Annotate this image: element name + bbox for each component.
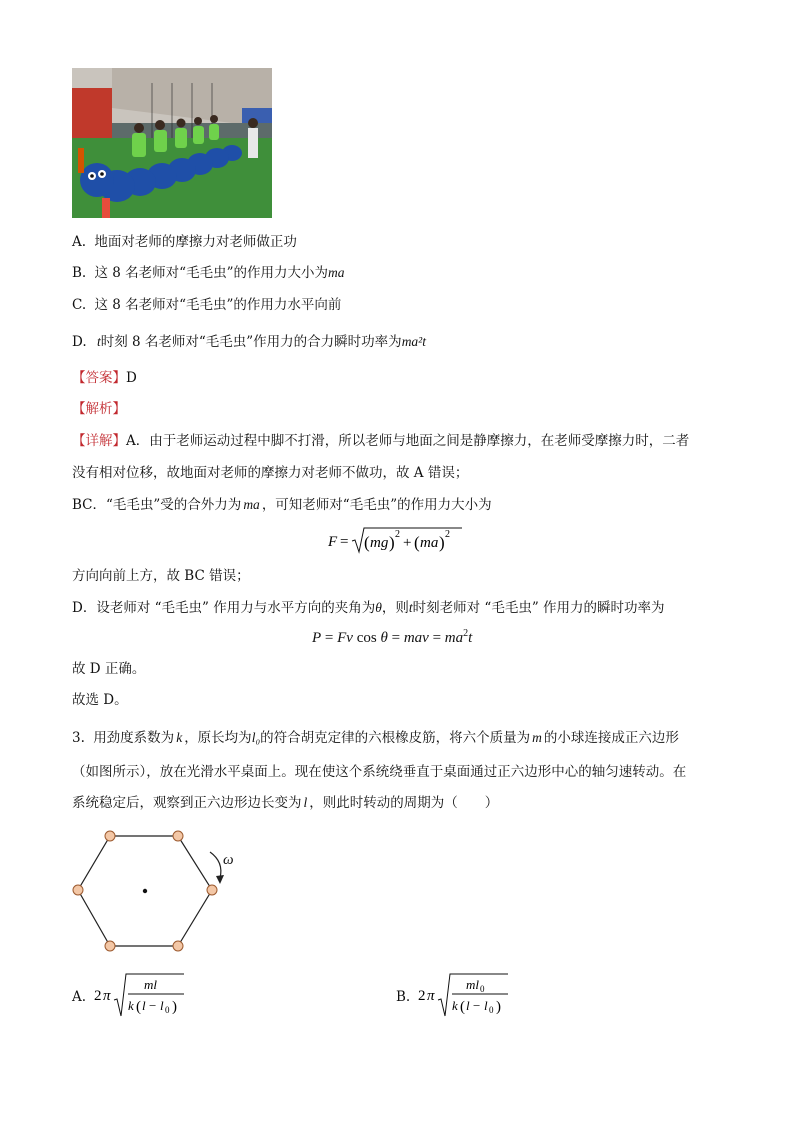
q3-text: ，则此时转动的周期为（ ） <box>309 795 499 811</box>
q3-option-a <box>72 970 232 1020</box>
analysis-label: 【解析】 <box>72 401 126 417</box>
svg-text:k: k <box>128 998 134 1013</box>
detail-math: ma <box>243 497 260 512</box>
answer-line <box>72 369 137 387</box>
svg-text:2: 2 <box>445 529 450 540</box>
svg-text:): ) <box>439 533 445 552</box>
option-text: 时刻 8 名老师对“毛毛虫”作用力的合力瞬时功率为 <box>100 334 402 350</box>
detail-line-2: 没有相对位移，故地面对老师的摩擦力对老师不做功，故 A 错误； <box>72 465 469 481</box>
svg-text:ml: ml <box>144 977 157 992</box>
svg-text:ma: ma <box>420 535 439 551</box>
svg-text:): ) <box>389 533 395 552</box>
option-math: ma²t <box>401 334 426 349</box>
hexagon-diagram <box>68 826 248 956</box>
q3-text: ，原长均为 <box>184 730 252 746</box>
svg-text:−: − <box>149 998 157 1013</box>
svg-text:−: − <box>473 998 481 1013</box>
equation-force <box>326 524 466 558</box>
svg-text:(: ( <box>414 533 420 552</box>
hexagon-svg <box>68 826 248 956</box>
detail-text: A．由于老师运动过程中脚不打滑，所以老师与地面之间是静摩擦力，在老师受摩擦力时，二者 <box>126 433 690 449</box>
option-letter: A. <box>72 234 87 250</box>
option-c <box>72 296 341 314</box>
svg-text:π: π <box>427 988 435 1004</box>
detail-line-3 <box>72 496 492 514</box>
detail-text: D．设老师对 “毛毛虫” 作用力与水平方向的夹角为 <box>72 600 376 616</box>
caterpillar-race-photo-icon <box>72 68 272 218</box>
option-letter: D. <box>72 334 87 350</box>
svg-text:2: 2 <box>418 988 426 1004</box>
option-letter: B. <box>396 989 411 1005</box>
option-d <box>72 333 426 351</box>
svg-text:0: 0 <box>480 984 485 994</box>
equation-force-render <box>326 524 466 558</box>
option-text: 这 8 名老师对“毛毛虫”的作用力大小为 <box>94 265 328 281</box>
detail-math: θ <box>375 600 382 615</box>
detail-line-7: 故选 D。 <box>72 692 128 708</box>
svg-text:0: 0 <box>489 1005 494 1015</box>
svg-text:k: k <box>452 998 458 1013</box>
detail-text: ，则 <box>381 600 409 616</box>
caterpillar-race-photo <box>72 68 272 218</box>
svg-text:): ) <box>172 999 177 1015</box>
svg-text:ml: ml <box>466 977 479 992</box>
svg-text:l: l <box>160 998 164 1013</box>
hexagon-center <box>143 889 147 893</box>
q3-text: 用劲度系数为 <box>93 730 175 746</box>
q3-math: m <box>532 730 542 745</box>
svg-text:l: l <box>484 998 488 1013</box>
q3-option-b <box>396 970 566 1020</box>
q3-math: l₀ <box>251 730 261 745</box>
svg-text:l: l <box>142 998 146 1013</box>
q3-text: 系统稳定后，观察到正六边形边长变为 <box>72 795 302 811</box>
svg-text:): ) <box>496 999 501 1015</box>
q3-line-2: （如图所示），放在光滑水平桌面上。现在使这个系统绕垂直于桌面通过正六边形中心的轴匀速转动。在 <box>72 764 687 780</box>
svg-text:0: 0 <box>165 1005 170 1015</box>
q3-text: 的小球连接成正六边形 <box>543 730 679 746</box>
option-letter: C. <box>72 297 87 313</box>
detail-line-1 <box>72 432 689 450</box>
q3-math: k <box>176 730 183 745</box>
q3-line-1 <box>72 729 679 747</box>
svg-text:=: = <box>340 534 349 550</box>
ball-5 <box>105 941 115 951</box>
svg-text:(: ( <box>136 999 141 1015</box>
answer-value: D <box>126 370 137 386</box>
equation-power: P = Fv cos θ = mav = $ma^2t$ <box>312 628 473 646</box>
q3-line-3 <box>72 794 498 812</box>
detail-line-4: 方向向前上方，故 BC 错误； <box>72 568 250 584</box>
q3-option-a-formula <box>92 970 232 1020</box>
svg-text:(: ( <box>460 999 465 1015</box>
ball-2 <box>173 831 183 841</box>
ball-1 <box>105 831 115 841</box>
detail-text: 时刻老师对 “毛毛虫” 作用力的瞬时功率为 <box>412 600 665 616</box>
svg-text:mg: mg <box>370 535 389 551</box>
question-number: 3. <box>72 730 85 746</box>
detail-label: 【详解】 <box>72 433 126 449</box>
detail-math: t <box>408 600 413 615</box>
answer-label: 【答案】 <box>72 370 126 386</box>
detail-text: ，可知老师对“毛毛虫”的作用力大小为 <box>261 497 492 513</box>
ball-3 <box>207 885 217 895</box>
detail-line-6: 故 D 正确。 <box>72 661 146 677</box>
q3-text: 的符合胡克定律的六根橡皮筋，将六个质量为 <box>260 730 531 746</box>
option-letter: B. <box>72 265 87 281</box>
option-a <box>72 233 297 251</box>
svg-text:π: π <box>103 988 111 1004</box>
svg-text:2: 2 <box>395 529 400 540</box>
detail-text: BC．“毛毛虫”受的合外力为 <box>72 497 242 513</box>
svg-text:+: + <box>403 535 412 551</box>
svg-text:(: ( <box>364 533 370 552</box>
detail-line-5 <box>72 599 665 617</box>
option-text: 这 8 名老师对“毛毛虫”的作用力水平向前 <box>94 297 342 313</box>
q3-math: l <box>303 795 308 810</box>
ball-4 <box>173 941 183 951</box>
svg-text:2: 2 <box>94 988 102 1004</box>
option-math: ma <box>328 265 345 280</box>
svg-text:F: F <box>328 534 338 550</box>
q3-option-b-formula <box>416 970 556 1020</box>
svg-text:l: l <box>466 998 470 1013</box>
option-letter: A. <box>72 989 87 1005</box>
option-b <box>72 264 345 282</box>
ball-6 <box>73 885 83 895</box>
omega-label: ω <box>223 852 234 868</box>
rotation-arrow <box>210 852 221 878</box>
option-text: 地面对老师的摩擦力对老师做正功 <box>94 234 297 250</box>
option-math: t <box>96 334 101 349</box>
